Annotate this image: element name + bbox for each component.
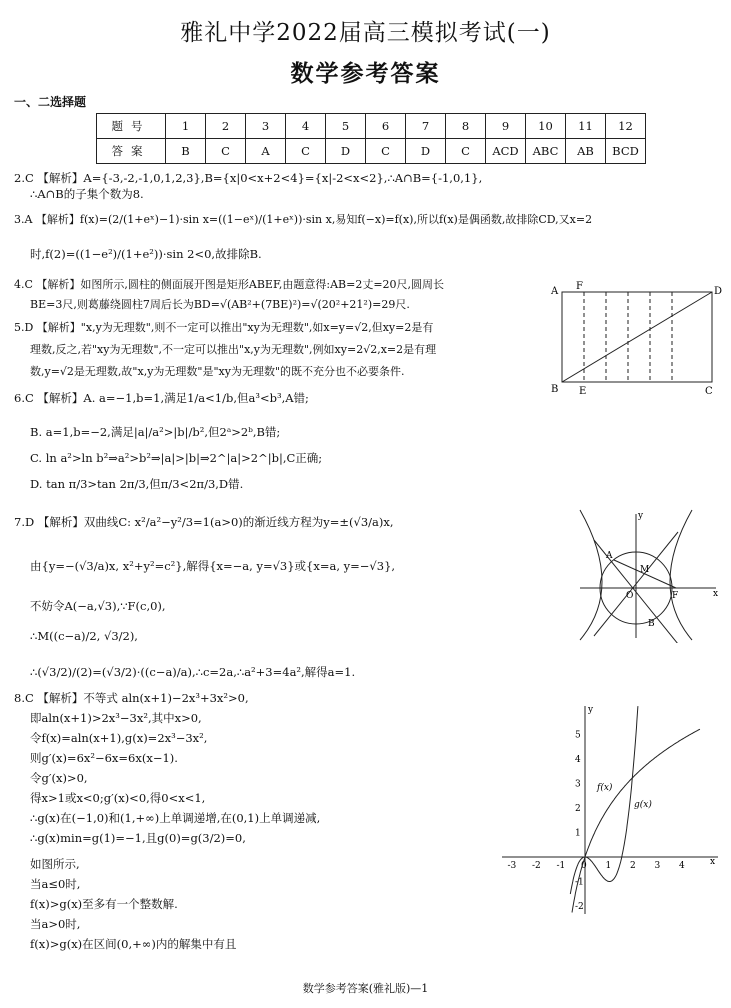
function-graph	[496, 700, 722, 918]
f-label: f(x)	[597, 783, 613, 793]
y-axis-label: y	[588, 705, 594, 715]
y-tick-label: 2	[575, 804, 581, 814]
page-subtitle: 数学参考答案	[290, 61, 441, 87]
question-number: 7	[406, 114, 446, 139]
solution-line: 则g′(x)=6x²−6x=6x(x−1).	[30, 751, 178, 765]
x-tick-label: 3	[654, 861, 661, 871]
solution-line: 7.D 【解析】双曲线C: x²/a²−y²/3=1(a>0)的渐近线方程为y=±(√3/a)x,	[14, 515, 394, 529]
solution-line: 3.A 【解析】f(x)=(2/(1+eˣ)−1)·sin x=((1−eˣ)/(1+eˣ))·sin x,易知f(−x)=f(x),所以f(x)是偶函数,故排除CD,又x=2	[14, 213, 593, 226]
solution-line: f(x)>g(x)在区间(0,+∞)内的解集中有且	[30, 937, 237, 951]
x-ticks	[508, 861, 686, 871]
answer-cell: A	[246, 139, 286, 164]
answer-cell: D	[326, 139, 366, 164]
solution-line: 8.C 【解析】不等式 aln(x+1)−2x³+3x²>0,	[14, 691, 249, 705]
label-y: y	[638, 511, 644, 521]
question-number: 3	[246, 114, 286, 139]
solution-line: 即aln(x+1)>2x³−3x²,其中x>0,	[30, 711, 202, 725]
answer-cell: C	[446, 139, 486, 164]
solution-line: 数,y=√2是无理数,故"x,y为无理数"是"xy为无理数"的既不充分也不必要条件.	[30, 365, 405, 378]
solution-line: f(x)>g(x)至多有一个整数解.	[30, 897, 178, 911]
label-a: A	[606, 551, 613, 561]
y-tick-label: -1	[575, 877, 584, 888]
label-a: A	[551, 286, 559, 297]
question-number: 1	[166, 114, 206, 139]
y-tick-label: 5	[575, 730, 581, 741]
solution-line: 6.C 【解析】A. a=−1,b=1,满足1/a<1/b,但a³<b³,A错;	[14, 391, 309, 405]
solution-line: B. a=1,b=−2,满足|a|/a²>|b|/b²,但2ᵃ>2ᵇ,B错;	[30, 425, 281, 439]
solution-line: C. ln a²>ln b²⇒a²>b²⇒|a|>|b|⇒2^|a|>2^|b|,C正确;	[30, 451, 323, 465]
x-tick-label: -1	[556, 861, 566, 871]
solution-line: ∴M((c−a)/2, √3/2),	[30, 629, 138, 643]
label-b: B	[551, 384, 559, 395]
page-title: 雅礼中学2022届高三模拟考试(一)	[180, 20, 551, 46]
question-number: 4	[286, 114, 326, 139]
label-c: C	[705, 386, 713, 397]
solution-line: BE=3尺,则葛藤绕圆柱7周后长为BD=√(AB²+(7BE)²)=√(20²+21²)=29尺.	[30, 298, 410, 311]
label-o: O	[626, 591, 634, 601]
solution-line: ∴g(x)min=g(1)=−1,且g(0)=g(3/2)=0,	[30, 831, 246, 845]
question-number: 9	[486, 114, 526, 139]
x-tick-label: 0	[581, 861, 587, 871]
x-axis-label: x	[710, 857, 716, 867]
solution-line: 理数,反之,若"xy为无理数",不一定可以推出"x,y为无理数",例如xy=2√2,x=2是有理	[30, 343, 437, 356]
solution-line: ∴g(x)在(−1,0)和(1,+∞)上单调递增,在(0,1)上单调递减,	[30, 811, 321, 825]
solution-line: 当a≤0时,	[30, 877, 81, 891]
solution-line: 5.D 【解析】"x,y为无理数",则不一定可以推出"xy为无理数",如x=y=√2,但xy=2是有	[14, 321, 434, 334]
row-label: 题号	[97, 114, 166, 139]
question-number: 11	[566, 114, 606, 139]
y-tick-label: 3	[575, 779, 581, 790]
section-heading: 一、二选择题	[14, 95, 87, 109]
question-number: 12	[606, 114, 646, 139]
solution-line: D. tan π/3>tan 2π/3,但π/3<2π/3,D错.	[30, 477, 244, 491]
y-tick-label: 4	[575, 755, 581, 765]
label-d: D	[714, 286, 723, 297]
row-label: 答案	[97, 139, 166, 164]
answer-cell: D	[406, 139, 446, 164]
answer-cell: AB	[566, 139, 606, 164]
answer-cell: C	[366, 139, 406, 164]
solution-line: 如图所示,	[30, 857, 80, 871]
answer-cell: C	[206, 139, 246, 164]
question-number: 6	[366, 114, 406, 139]
hyperbola-right-branch	[670, 510, 692, 640]
label-m: M	[640, 565, 650, 575]
label-f: F	[672, 591, 679, 601]
answer-table-number-row	[97, 114, 646, 139]
solution-line: ∴A∩B的子集个数为8.	[30, 187, 144, 201]
y-ticks	[575, 731, 584, 913]
y-tick-label: 1	[575, 828, 581, 839]
solution-line: 2.C 【解析】A={-3,-2,-1,0,1,2,3},B={x|0<x+2<4}={x|-2<x<2},∴A∩B={-1,0,1},	[14, 171, 483, 185]
hyperbola-left-branch	[580, 510, 602, 640]
answer-cell: ACD	[486, 139, 526, 164]
question-number: 10	[526, 114, 566, 139]
answer-cell: B	[166, 139, 206, 164]
solution-line: 由{y=−(√3/a)x, x²+y²=c²},解得{x=−a, y=√3}或{x=a, y=−√3},	[30, 559, 396, 573]
x-tick-label: 4	[679, 861, 685, 871]
question-number: 2	[206, 114, 246, 139]
solution-line: 4.C 【解析】如图所示,圆柱的侧面展开图是矩形ABEF,由题意得:AB=2丈=20尺,圆周长	[14, 278, 445, 291]
label-e: E	[579, 386, 587, 397]
solution-line: 当a>0时,	[30, 917, 81, 931]
answer-cell: BCD	[606, 139, 646, 164]
solution-line: 不妨令A(−a,√3),∵F(c,0),	[30, 599, 166, 613]
y-tick-label: -2	[575, 902, 584, 912]
g-label: g(x)	[634, 800, 652, 810]
x-tick-label: -2	[532, 861, 541, 871]
label-x: x	[713, 589, 719, 599]
solution-line: 令g′(x)>0,	[30, 771, 88, 785]
x-tick-label: 1	[605, 861, 612, 871]
solution-line: 时,f(2)=((1−e²)/(1+e²))·sin 2<0,故排除B.	[30, 247, 262, 261]
solution-line: 令f(x)=aln(x+1),g(x)=2x³−3x²,	[30, 731, 208, 745]
answer-cell: C	[286, 139, 326, 164]
answer-table	[96, 113, 646, 164]
label-b: B	[648, 619, 655, 629]
page-footer: 数学参考答案(雅礼版)—1	[302, 982, 429, 995]
x-tick-label: 2	[630, 861, 636, 871]
question-number: 5	[326, 114, 366, 139]
answer-cell: ABC	[526, 139, 566, 164]
f-curve	[572, 729, 700, 912]
label-f: F	[576, 281, 583, 292]
cylinder-figure	[548, 280, 724, 398]
solution-line: 得x>1或x<0;g′(x)<0,得0<x<1,	[30, 791, 206, 805]
question-number: 8	[446, 114, 486, 139]
answer-table-answer-row	[97, 139, 646, 164]
solution-line: ∴(√3/2)/(2)=(√3/2)·((c−a)/a),∴c=2a,∴a²+3=4a²,解得a=1.	[30, 665, 356, 679]
hyperbola-figure	[576, 508, 722, 643]
x-tick-label: -3	[507, 861, 517, 871]
